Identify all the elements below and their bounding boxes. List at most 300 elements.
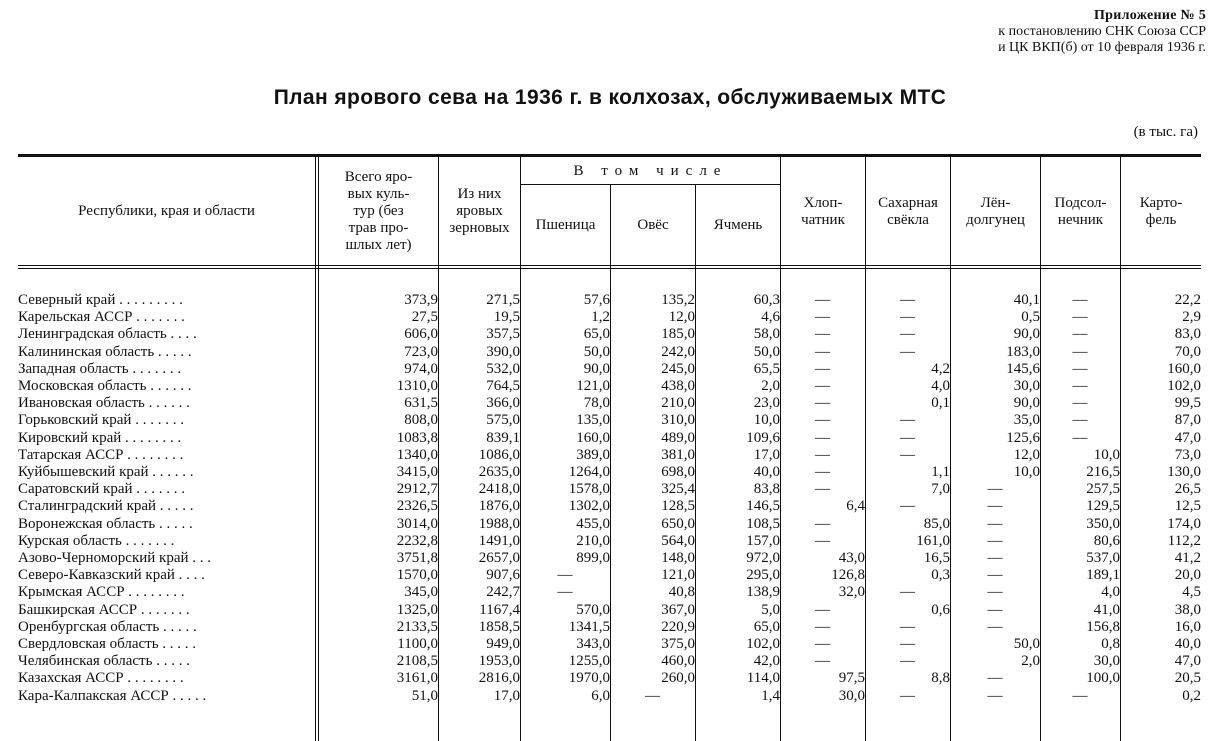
value-cell: 58,0 bbox=[753, 326, 780, 343]
value-cell: 20,5 bbox=[1174, 670, 1201, 687]
value-cell: 41,0 bbox=[1093, 601, 1120, 618]
value-cell: 3161,0 bbox=[396, 670, 438, 687]
empty-value: — bbox=[815, 446, 830, 463]
table-row bbox=[18, 567, 1201, 584]
value-cell: 157,0 bbox=[746, 532, 780, 549]
value-cell: 1086,0 bbox=[478, 446, 520, 463]
value-cell: 156,8 bbox=[1086, 618, 1120, 635]
value-cell: 16,0 bbox=[1174, 618, 1201, 635]
header-sugarbeet: Сахарная свёкла bbox=[878, 194, 938, 228]
value-cell: 698,0 bbox=[661, 464, 695, 481]
unit-note: (в тыс. га) bbox=[1133, 124, 1198, 140]
value-cell: 51,0 bbox=[411, 687, 438, 704]
empty-value: — bbox=[987, 687, 1003, 704]
value-cell: 389,0 bbox=[576, 446, 610, 463]
value-cell: 17,0 bbox=[493, 687, 520, 704]
value-cell: 57,6 bbox=[583, 292, 610, 308]
region-name: Курская область . . . . . . . bbox=[18, 532, 175, 549]
value-cell: 1876,0 bbox=[478, 498, 520, 515]
empty-value: — bbox=[900, 636, 915, 653]
empty-value: — bbox=[1072, 292, 1088, 308]
value-cell: 121,0 bbox=[576, 378, 610, 395]
document-title: План ярового сева на 1936 г. в колхозах, обслуживаемых МТС bbox=[273, 86, 947, 109]
value-cell: 148,0 bbox=[661, 550, 695, 567]
value-cell: 135,0 bbox=[576, 412, 610, 429]
value-cell: 367,0 bbox=[661, 601, 695, 618]
value-cell: 8,8 bbox=[931, 670, 950, 687]
value-cell: 85,0 bbox=[923, 515, 950, 532]
empty-value: — bbox=[900, 653, 915, 670]
value-cell: 343,0 bbox=[576, 636, 610, 653]
value-cell: 1858,5 bbox=[478, 618, 520, 635]
value-cell: 0,5 bbox=[1021, 309, 1040, 326]
value-cell: 2418,0 bbox=[478, 481, 520, 498]
table-row bbox=[18, 498, 1201, 515]
value-cell: 40,0 bbox=[1174, 636, 1201, 653]
value-cell: 65,0 bbox=[583, 326, 610, 343]
value-cell: 1310,0 bbox=[396, 378, 438, 395]
region-name: Челябинская область . . . . . bbox=[18, 653, 190, 670]
value-cell: 83,8 bbox=[753, 481, 780, 498]
value-cell: 1491,0 bbox=[478, 532, 520, 549]
value-cell: 650,0 bbox=[661, 515, 695, 532]
header-wheat: Пшеница bbox=[535, 216, 596, 233]
value-cell: 4,6 bbox=[761, 309, 780, 326]
region-name: Татарская АССР . . . . . . . . bbox=[18, 446, 184, 463]
region-name: Карельская АССР . . . . . . . bbox=[18, 309, 185, 326]
value-cell: 345,0 bbox=[404, 584, 438, 601]
value-cell: 2,0 bbox=[1021, 653, 1040, 670]
table-row bbox=[18, 464, 1201, 481]
value-cell: 210,0 bbox=[661, 395, 695, 412]
table-row bbox=[18, 670, 1201, 687]
value-cell: 366,0 bbox=[486, 395, 520, 412]
value-cell: 50,0 bbox=[753, 343, 780, 360]
empty-value: — bbox=[1072, 360, 1088, 377]
value-cell: 2232,8 bbox=[396, 532, 438, 549]
value-cell: 907,6 bbox=[486, 567, 520, 584]
empty-value: — bbox=[815, 309, 830, 326]
value-cell: 2133,5 bbox=[396, 618, 438, 635]
value-cell: 4,0 bbox=[1101, 584, 1120, 601]
region-name: Калининская область . . . . . bbox=[18, 343, 192, 360]
value-cell: 129,5 bbox=[1086, 498, 1120, 515]
value-cell: 949,0 bbox=[486, 636, 520, 653]
value-cell: 27,5 bbox=[411, 309, 438, 326]
value-cell: 22,2 bbox=[1174, 292, 1201, 308]
empty-value: — bbox=[987, 515, 1003, 532]
empty-value: — bbox=[987, 481, 1003, 498]
value-cell: 220,9 bbox=[661, 618, 695, 635]
empty-value: — bbox=[900, 687, 915, 704]
value-cell: 160,0 bbox=[1167, 360, 1201, 377]
value-cell: 570,0 bbox=[576, 601, 610, 618]
value-cell: 438,0 bbox=[661, 378, 695, 395]
table-row bbox=[18, 550, 1201, 567]
empty-value: — bbox=[1072, 326, 1088, 343]
value-cell: 1970,0 bbox=[568, 670, 610, 687]
value-cell: 1264,0 bbox=[568, 464, 610, 481]
region-name: Сталинградский край . . . . . bbox=[18, 498, 194, 515]
empty-value: — bbox=[900, 618, 915, 635]
value-cell: 375,0 bbox=[661, 636, 695, 653]
value-cell: 160,0 bbox=[576, 429, 610, 446]
value-cell: 32,0 bbox=[838, 584, 865, 601]
value-cell: 90,0 bbox=[1013, 326, 1040, 343]
value-cell: 87,0 bbox=[1174, 412, 1201, 429]
region-name: Крымская АССР . . . . . . . . bbox=[18, 584, 185, 601]
empty-value: — bbox=[1072, 395, 1088, 412]
value-cell: 325,4 bbox=[661, 481, 695, 498]
value-cell: 808,0 bbox=[404, 412, 438, 429]
value-cell: 138,9 bbox=[746, 584, 780, 601]
value-cell: 112,2 bbox=[1167, 532, 1201, 549]
table-row bbox=[18, 619, 1201, 636]
table-row bbox=[18, 602, 1201, 619]
value-cell: 4,2 bbox=[931, 360, 950, 377]
value-cell: 10,0 bbox=[1013, 464, 1040, 481]
table-row bbox=[18, 309, 1201, 326]
value-cell: 50,0 bbox=[583, 343, 610, 360]
empty-value: — bbox=[557, 567, 573, 584]
value-cell: 310,0 bbox=[661, 412, 695, 429]
value-cell: 26,5 bbox=[1174, 481, 1201, 498]
value-cell: 216,5 bbox=[1086, 464, 1120, 481]
value-cell: 2657,0 bbox=[478, 550, 520, 567]
empty-value: — bbox=[815, 653, 830, 670]
empty-value: — bbox=[987, 498, 1003, 515]
value-cell: 97,5 bbox=[838, 670, 865, 687]
value-cell: 1,1 bbox=[931, 464, 950, 481]
header-sunflower: Подсол- нечник bbox=[1054, 194, 1107, 228]
value-cell: 575,0 bbox=[486, 412, 520, 429]
region-name: Горьковский край . . . . . . . bbox=[18, 412, 184, 429]
table-row bbox=[18, 292, 1201, 309]
table-row bbox=[18, 326, 1201, 343]
value-cell: 6,0 bbox=[591, 687, 610, 704]
value-cell: 183,0 bbox=[1006, 343, 1040, 360]
empty-value: — bbox=[900, 309, 915, 326]
empty-value: — bbox=[987, 601, 1003, 618]
value-cell: 271,5 bbox=[486, 292, 520, 308]
value-cell: 2635,0 bbox=[478, 464, 520, 481]
value-cell: 606,0 bbox=[404, 326, 438, 343]
value-cell: 1325,0 bbox=[396, 601, 438, 618]
empty-value: — bbox=[815, 292, 830, 308]
value-cell: 631,5 bbox=[404, 395, 438, 412]
value-cell: 2326,5 bbox=[396, 498, 438, 515]
value-cell: 1,4 bbox=[761, 687, 780, 704]
value-cell: 12,0 bbox=[668, 309, 695, 326]
empty-value: — bbox=[1072, 309, 1088, 326]
value-cell: 0,3 bbox=[931, 567, 950, 584]
value-cell: 43,0 bbox=[838, 550, 865, 567]
value-cell: 174,0 bbox=[1167, 515, 1201, 532]
value-cell: 1167,4 bbox=[479, 601, 520, 618]
table-row bbox=[18, 653, 1201, 670]
empty-value: — bbox=[900, 584, 915, 601]
value-cell: 185,0 bbox=[661, 326, 695, 343]
value-cell: 2,9 bbox=[1182, 309, 1201, 326]
value-cell: 2,0 bbox=[761, 378, 780, 395]
value-cell: 899,0 bbox=[576, 550, 610, 567]
region-name: Воронежская область . . . . . bbox=[18, 515, 193, 532]
value-cell: 65,5 bbox=[753, 360, 780, 377]
empty-value: — bbox=[1072, 429, 1088, 446]
region-name: Кара-Калпакская АССР . . . . . bbox=[18, 687, 207, 704]
value-cell: 78,0 bbox=[583, 395, 610, 412]
empty-value: — bbox=[987, 618, 1003, 635]
empty-value: — bbox=[815, 326, 830, 343]
value-cell: 295,0 bbox=[746, 567, 780, 584]
value-cell: 1,2 bbox=[591, 309, 610, 326]
empty-value: — bbox=[900, 498, 915, 515]
top-rule bbox=[18, 154, 1201, 157]
value-cell: 839,1 bbox=[486, 429, 520, 446]
empty-value: — bbox=[815, 343, 830, 360]
value-cell: 40,0 bbox=[753, 464, 780, 481]
value-cell: 1341,5 bbox=[568, 618, 610, 635]
value-cell: 3014,0 bbox=[396, 515, 438, 532]
value-cell: 1988,0 bbox=[478, 515, 520, 532]
annex-line: к постановлению СНК Союза ССР bbox=[998, 24, 1206, 39]
value-cell: 0,6 bbox=[931, 601, 950, 618]
value-cell: 564,0 bbox=[661, 532, 695, 549]
value-cell: 83,0 bbox=[1174, 326, 1201, 343]
value-cell: 455,0 bbox=[576, 515, 610, 532]
value-cell: 0,1 bbox=[931, 395, 950, 412]
value-cell: 40,1 bbox=[1013, 292, 1040, 308]
value-cell: 47,0 bbox=[1174, 653, 1201, 670]
value-cell: 146,5 bbox=[746, 498, 780, 515]
empty-value: — bbox=[987, 670, 1003, 687]
value-cell: 972,0 bbox=[746, 550, 780, 567]
value-cell: 3751,8 bbox=[396, 550, 438, 567]
region-name: Западная область . . . . . . . bbox=[18, 360, 182, 377]
value-cell: 41,2 bbox=[1174, 550, 1201, 567]
value-cell: 350,0 bbox=[1086, 515, 1120, 532]
value-cell: 130,0 bbox=[1167, 464, 1201, 481]
empty-value: — bbox=[815, 618, 830, 635]
empty-value: — bbox=[900, 429, 915, 446]
table-row bbox=[18, 533, 1201, 550]
table-row bbox=[18, 584, 1201, 601]
header-grain: Из них яровых зерновых bbox=[449, 186, 510, 236]
value-cell: 108,5 bbox=[746, 515, 780, 532]
value-cell: 242,0 bbox=[661, 343, 695, 360]
value-cell: 135,2 bbox=[661, 292, 695, 308]
table-row bbox=[18, 481, 1201, 498]
region-name: Свердловская область . . . . . bbox=[18, 636, 197, 653]
table-row bbox=[18, 412, 1201, 429]
value-cell: 0,8 bbox=[1101, 636, 1120, 653]
empty-value: — bbox=[1072, 412, 1088, 429]
table-row bbox=[18, 516, 1201, 533]
value-cell: 1255,0 bbox=[568, 653, 610, 670]
region-name: Куйбышевский край . . . . . . bbox=[18, 464, 194, 481]
header-cotton: Хлоп- чатник bbox=[801, 194, 845, 228]
value-cell: 90,0 bbox=[1013, 395, 1040, 412]
value-cell: 260,0 bbox=[661, 670, 695, 687]
value-cell: 0,2 bbox=[1182, 687, 1201, 704]
header-oats: Овёс bbox=[637, 216, 669, 233]
table-row bbox=[18, 447, 1201, 464]
value-cell: 2816,0 bbox=[478, 670, 520, 687]
empty-value: — bbox=[900, 292, 915, 308]
annex-note bbox=[998, 8, 1206, 56]
value-cell: 5,0 bbox=[761, 601, 780, 618]
header-total: Всего яро- вых куль- тур (без трав про- шлых лет) bbox=[344, 169, 413, 253]
value-cell: 121,0 bbox=[661, 567, 695, 584]
value-cell: 30,0 bbox=[1013, 378, 1040, 395]
header-flax: Лён- долгунец bbox=[966, 194, 1025, 228]
table-row bbox=[18, 361, 1201, 378]
empty-value: — bbox=[815, 636, 830, 653]
table-row bbox=[18, 636, 1201, 653]
empty-value: — bbox=[815, 464, 830, 481]
region-name: Ивановская область . . . . . . bbox=[18, 395, 190, 412]
annex-title: Приложение № 5 bbox=[1093, 8, 1206, 23]
header-region: Республики, края и области bbox=[78, 203, 255, 219]
value-cell: 10,0 bbox=[1093, 446, 1120, 463]
empty-value: — bbox=[900, 326, 915, 343]
empty-value: — bbox=[815, 429, 830, 446]
empty-value: — bbox=[987, 532, 1003, 549]
value-cell: 489,0 bbox=[661, 429, 695, 446]
empty-value: — bbox=[645, 687, 660, 704]
value-cell: 460,0 bbox=[661, 653, 695, 670]
empty-value: — bbox=[815, 412, 830, 429]
value-cell: 257,5 bbox=[1086, 481, 1120, 498]
header-potato: Карто- фель bbox=[1139, 194, 1183, 228]
empty-value: — bbox=[1072, 343, 1088, 360]
value-cell: 210,0 bbox=[576, 532, 610, 549]
value-cell: 102,0 bbox=[746, 636, 780, 653]
value-cell: 90,0 bbox=[583, 360, 610, 377]
sowing-plan-table bbox=[18, 292, 1201, 705]
value-cell: 2108,5 bbox=[396, 653, 438, 670]
value-cell: 6,4 bbox=[846, 498, 865, 515]
value-cell: 19,5 bbox=[493, 309, 520, 326]
empty-value: — bbox=[1072, 378, 1088, 395]
table-row bbox=[18, 395, 1201, 412]
value-cell: 73,0 bbox=[1174, 446, 1201, 463]
value-cell: 100,0 bbox=[1086, 670, 1120, 687]
value-cell: 764,5 bbox=[486, 378, 520, 395]
value-cell: 125,6 bbox=[1006, 429, 1040, 446]
value-cell: 390,0 bbox=[486, 343, 520, 360]
empty-value: — bbox=[900, 343, 915, 360]
value-cell: 40,8 bbox=[668, 584, 695, 601]
value-cell: 128,5 bbox=[661, 498, 695, 515]
value-cell: 245,0 bbox=[661, 360, 695, 377]
table-row bbox=[18, 344, 1201, 361]
empty-value: — bbox=[987, 567, 1003, 584]
header-incl: В том числе bbox=[573, 162, 728, 179]
value-cell: 3415,0 bbox=[396, 464, 438, 481]
value-cell: 1953,0 bbox=[478, 653, 520, 670]
value-cell: 23,0 bbox=[753, 395, 780, 412]
region-name: Кировский край . . . . . . . . bbox=[18, 429, 182, 446]
value-cell: 1100,0 bbox=[397, 636, 438, 653]
value-cell: 60,3 bbox=[753, 292, 780, 308]
value-cell: 65,0 bbox=[753, 618, 780, 635]
value-cell: 10,0 bbox=[753, 412, 780, 429]
empty-value: — bbox=[815, 378, 830, 395]
empty-value: — bbox=[557, 584, 573, 601]
value-cell: 723,0 bbox=[404, 343, 438, 360]
value-cell: 537,0 bbox=[1086, 550, 1120, 567]
value-cell: 126,8 bbox=[831, 567, 865, 584]
region-name: Оренбургская область . . . . . bbox=[18, 618, 197, 635]
value-cell: 532,0 bbox=[486, 360, 520, 377]
value-cell: 1083,8 bbox=[396, 429, 438, 446]
empty-value: — bbox=[815, 601, 830, 618]
value-cell: 161,0 bbox=[916, 532, 950, 549]
empty-value: — bbox=[900, 412, 915, 429]
value-cell: 12,0 bbox=[1013, 446, 1040, 463]
value-cell: 7,0 bbox=[931, 481, 950, 498]
table-row bbox=[18, 430, 1201, 447]
value-cell: 242,7 bbox=[486, 584, 520, 601]
value-cell: 1578,0 bbox=[568, 481, 610, 498]
value-cell: 1340,0 bbox=[396, 446, 438, 463]
value-cell: 70,0 bbox=[1174, 343, 1201, 360]
value-cell: 2912,7 bbox=[396, 481, 438, 498]
value-cell: 12,5 bbox=[1174, 498, 1201, 515]
value-cell: 102,0 bbox=[1167, 378, 1201, 395]
empty-value: — bbox=[987, 584, 1003, 601]
region-name: Саратовский край . . . . . . . bbox=[18, 481, 186, 498]
value-cell: 38,0 bbox=[1174, 601, 1201, 618]
value-cell: 114,0 bbox=[746, 670, 780, 687]
value-cell: 16,5 bbox=[923, 550, 950, 567]
region-name: Башкирская АССР . . . . . . . bbox=[18, 601, 190, 618]
empty-value: — bbox=[815, 532, 830, 549]
region-name: Азово-Черноморский край . . . bbox=[18, 550, 212, 567]
region-name: Московская область . . . . . . bbox=[18, 378, 192, 395]
value-cell: 20,0 bbox=[1174, 567, 1201, 584]
table-row bbox=[18, 378, 1201, 395]
region-name: Северо-Кавказский край . . . . bbox=[18, 567, 205, 584]
region-name: Казахская АССР . . . . . . . . bbox=[18, 670, 184, 687]
empty-value: — bbox=[1072, 687, 1088, 704]
value-cell: 47,0 bbox=[1174, 429, 1201, 446]
value-cell: 109,6 bbox=[746, 429, 780, 446]
value-cell: 357,5 bbox=[486, 326, 520, 343]
value-cell: 17,0 bbox=[753, 446, 780, 463]
value-cell: 4,0 bbox=[931, 378, 950, 395]
region-name: Северный край . . . . . . . . . bbox=[18, 292, 183, 308]
value-cell: 189,1 bbox=[1086, 567, 1120, 584]
annex-line: и ЦК ВКП(б) от 10 февраля 1936 г. bbox=[998, 40, 1206, 55]
value-cell: 30,0 bbox=[1093, 653, 1120, 670]
header-barley: Ячмень bbox=[713, 216, 763, 233]
value-cell: 145,6 bbox=[1006, 360, 1040, 377]
empty-value: — bbox=[815, 360, 830, 377]
value-cell: 50,0 bbox=[1013, 636, 1040, 653]
empty-value: — bbox=[815, 395, 830, 412]
empty-value: — bbox=[815, 481, 830, 498]
empty-value: — bbox=[900, 446, 915, 463]
value-cell: 99,5 bbox=[1174, 395, 1201, 412]
empty-value: — bbox=[987, 550, 1003, 567]
empty-value: — bbox=[815, 515, 830, 532]
value-cell: 35,0 bbox=[1013, 412, 1040, 429]
region-name: Ленинградская область . . . . bbox=[18, 326, 197, 343]
value-cell: 30,0 bbox=[838, 687, 865, 704]
value-cell: 1302,0 bbox=[568, 498, 610, 515]
